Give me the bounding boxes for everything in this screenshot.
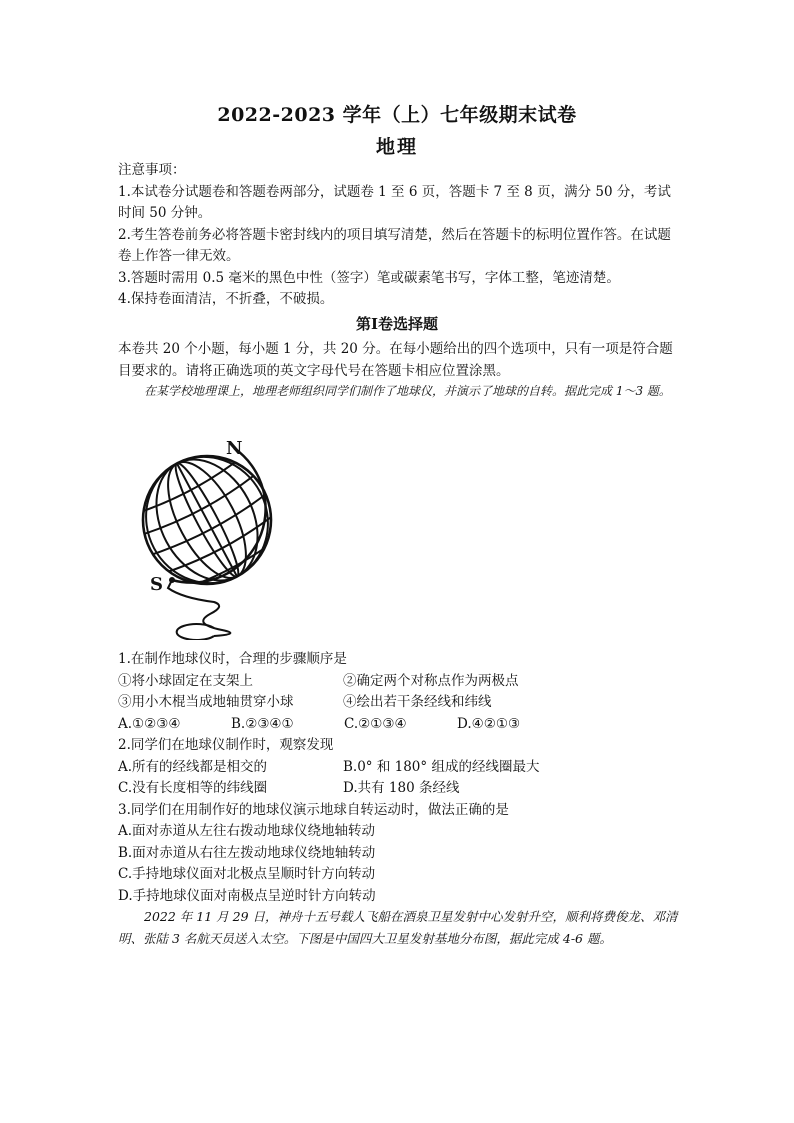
exam-title: 2022-2023 学年（上）七年级期末试卷 — [217, 104, 577, 126]
exam-subject: 地理 — [375, 136, 418, 158]
note-item-1: 1.本试卷分试题卷和答题卷两部分，试题卷 1 至 6 页，答题卡 7 至 8 页，满分 50 分，考试时间 50 分钟。 — [118, 183, 671, 221]
q3-option-b: B.面对赤道从右往左拨动地球仪绕地轴转动 — [118, 844, 376, 861]
q1-step-3: ③用小木棍当成地轴贯穿小球 — [118, 694, 294, 710]
q3-option-c: C.手持地球仪面对北极点呈顺时针方向转动 — [118, 866, 376, 882]
q1-option-a: A.①②③④ — [118, 715, 181, 732]
q1-step-4: ④绘出若干条经线和纬线 — [343, 694, 492, 710]
q2-option-c: C.没有长度相等的纬线圈 — [118, 780, 268, 796]
notes-section — [118, 160, 678, 311]
q1-stem: 1.在制作地球仪时，合理的步骤顺序是 — [118, 651, 347, 667]
questions-1-3 — [118, 649, 678, 907]
note-item-2: 2.考生答卷前务必将答题卡密封线内的项目填写清楚，然后在答题卡的标明位置作答。在试题卷上作答一律无效。 — [118, 226, 671, 264]
globe-stand — [168, 580, 230, 636]
passage-2: 2022 年 11 月 29 日，神舟十五号载人飞船在酒泉卫星发射中心发射升空，顺利将费俊龙、邓清明、张陆 3 名航天员送入太空。下图是中国四大卫星发射基地分布图，据此完成 4-6 题。 — [118, 909, 678, 946]
label-s: S — [150, 574, 163, 595]
note-item-4: 4.保持卷面清洁，不折叠，不破损。 — [118, 291, 334, 307]
section-intro: 本卷共 20 个小题，每小题 1 分，共 20 分。在每小题给出的四个选项中，只有一项是符合题目要求的。请将正确选项的英文字母代号在答题卡相应位置涂黑。 — [118, 341, 673, 379]
q2-option-b: B.0° 和 180° 组成的经线圈最大 — [343, 758, 540, 775]
q1-option-d: D.④②①③ — [457, 715, 521, 732]
q3-stem: 3.同学们在用制作好的地球仪演示地球自转运动时，做法正确的是 — [118, 801, 509, 818]
section-title: 第Ⅰ卷选择题 — [355, 315, 439, 333]
q3-option-d: D.手持地球仪面对南极点呈逆时针方向转动 — [118, 887, 376, 904]
passage-1: 在某学校地理课上，地理老师组织同学们制作了地球仪，并演示了地球的自转。据此完成 1～3 题。 — [144, 384, 671, 398]
q1-option-b: B.②③④① — [231, 715, 294, 732]
q2-stem: 2.同学们在地球仪制作时，观察发现 — [118, 737, 334, 753]
q1-step-1: ①将小球固定在支架上 — [118, 672, 253, 689]
q2-option-d: D.共有 180 条经线 — [343, 780, 460, 796]
globe-figure — [122, 430, 292, 640]
q1-step-2: ②确定两个对称点作为两极点 — [343, 672, 519, 689]
note-item-3: 3.答题时需用 0.5 毫米的黑色中性（签字）笔或碳素笔书写，字体工整，笔迹清楚。 — [118, 269, 620, 286]
globe-base — [177, 624, 214, 640]
q1-option-c: C.②①③④ — [344, 715, 407, 732]
label-n: N — [226, 438, 243, 459]
q2-option-a: A.所有的经线都是相交的 — [118, 758, 268, 775]
notes-heading: 注意事项： — [118, 162, 186, 178]
q3-option-a: A.面对赤道从左往右拨动地球仪绕地轴转动 — [118, 823, 376, 839]
